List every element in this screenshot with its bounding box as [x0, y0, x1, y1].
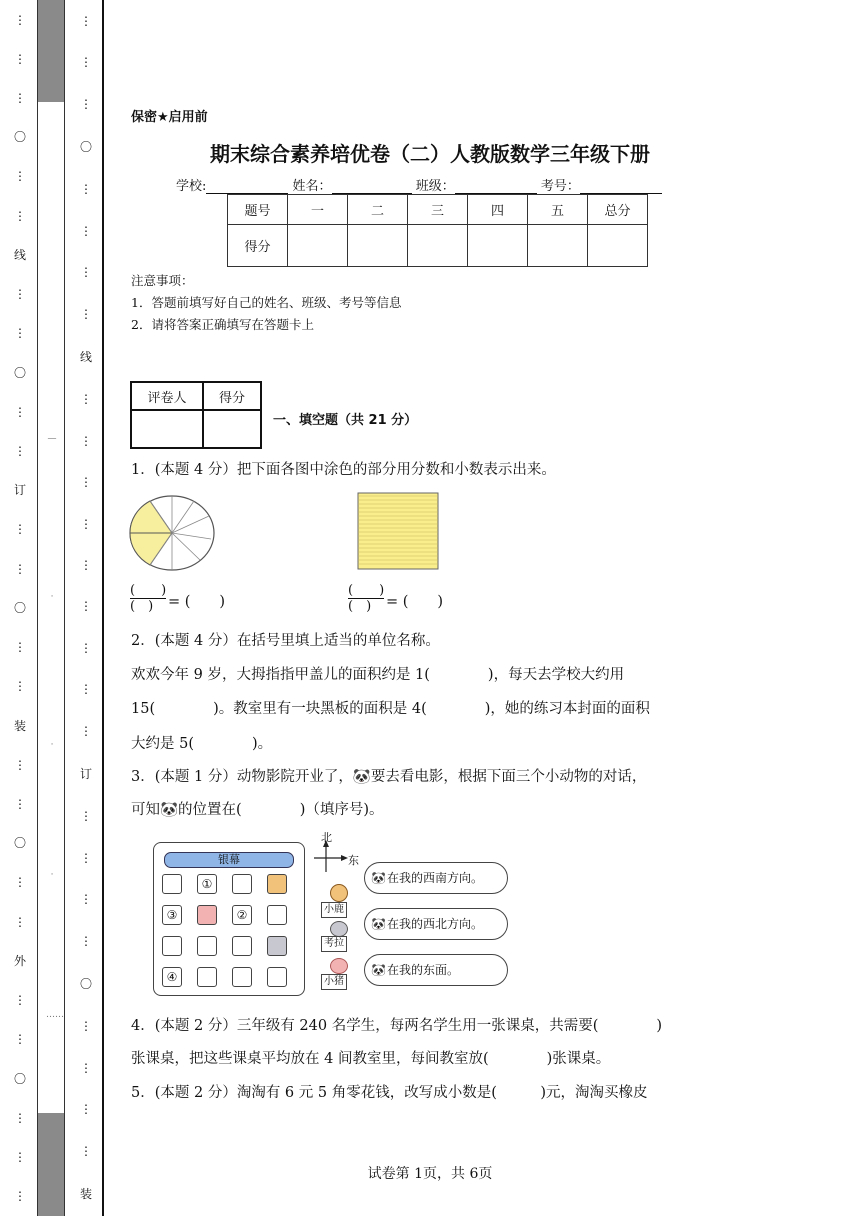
- question-5: 5．(本题 2 分）淘淘有 6 元 5 角零花钱，改写成小数是( )元，淘淘买橡皮: [131, 1085, 648, 1101]
- q1-fraction-b[interactable]: ( ) ( ): [348, 583, 385, 614]
- seat: [162, 874, 182, 894]
- score-table: [227, 194, 648, 267]
- rect-figure: [357, 492, 439, 570]
- animal-label: 考拉: [321, 936, 347, 952]
- margin-mark: ·: [50, 592, 54, 602]
- secret-label: 保密★启用前: [131, 110, 208, 125]
- outer-marker: 装: [14, 718, 27, 733]
- pie-figure: [128, 494, 216, 572]
- screen-label: 银幕: [164, 852, 294, 868]
- score-cell[interactable]: [528, 225, 588, 267]
- seat: [232, 874, 252, 894]
- seat: [267, 967, 287, 987]
- north-label: 北: [321, 831, 332, 844]
- inner-dot-column: ⋮ ⋮ ⋮ 〇 ⋮ ⋮ ⋮ ⋮ 线 ⋮ ⋮ ⋮ ⋮ ⋮ ⋮ ⋮ ⋮ ⋮ 订 ⋮ ⋮ ⋮ ⋮ 〇 ⋮ ⋮ ⋮ ⋮ 装: [79, 13, 92, 1202]
- grader-score: 得分: [203, 382, 261, 410]
- east-label: 东: [348, 854, 359, 867]
- seat: ②: [232, 905, 252, 925]
- grader-cell[interactable]: [131, 410, 203, 448]
- question-3-text: 可知🐼的位置在( )（填序号)。: [131, 802, 384, 818]
- speech-bubble: 🐼 在我的西南方向。: [364, 862, 508, 894]
- margin-mark: —: [47, 434, 57, 444]
- notes: [131, 270, 401, 336]
- inner-marker: 线: [79, 349, 92, 364]
- exam-no-label: 考号：: [540, 179, 580, 194]
- score-cell[interactable]: [408, 225, 468, 267]
- score-col: 一: [288, 195, 348, 225]
- class-field[interactable]: [455, 179, 537, 194]
- margin-line: [64, 0, 65, 1216]
- question-2-text: 大约是 5( )。: [131, 736, 273, 752]
- margin-line: [102, 0, 104, 1216]
- margin-line: [37, 0, 38, 1216]
- margin-mark: ·: [50, 870, 54, 880]
- outer-marker: 〇: [14, 600, 27, 615]
- score-col: 三: [408, 195, 468, 225]
- outer-dot-column: ⋮ ⋮ ⋮ 〇 ⋮ ⋮ 线 ⋮ ⋮ 〇 ⋮ ⋮ 订 ⋮ ⋮ 〇 ⋮ ⋮ 装 ⋮ ⋮ 〇 ⋮ ⋮ 外 ⋮ ⋮ 〇 ⋮ ⋮ ⋮: [14, 12, 27, 1204]
- score-col: 总分: [588, 195, 648, 225]
- grader-cell[interactable]: [203, 410, 261, 448]
- outer-marker: 外: [14, 953, 27, 968]
- question-2: 2．(本题 4 分）在括号里填上适当的单位名称。: [131, 633, 440, 649]
- score-row-header: 题号: [228, 195, 288, 225]
- outer-marker: 〇: [14, 130, 27, 145]
- margin-mark: ……: [46, 1010, 64, 1020]
- inner-marker: 装: [79, 1187, 92, 1202]
- question-4-text: 张课桌，把这些课桌平均放在 4 间教室里，每间教室放( )张课桌。: [131, 1051, 611, 1067]
- speech-bubble: 🐼 在我的西北方向。: [364, 908, 508, 940]
- seat: [162, 936, 182, 956]
- score-col: 二: [348, 195, 408, 225]
- exam-no-field[interactable]: [580, 179, 662, 194]
- score-col: 五: [528, 195, 588, 225]
- outer-marker: 订: [14, 483, 27, 498]
- q1-decimal-a[interactable]: = ( ): [168, 594, 226, 610]
- speech-bubble: 🐼 在我的东面。: [364, 954, 508, 986]
- panda-icon: 🐼: [371, 871, 386, 885]
- margin-grey-top: [38, 0, 64, 102]
- name-label: 姓名：: [292, 179, 332, 194]
- inner-marker: 〇: [79, 139, 92, 154]
- question-3: 3．(本题 1 分）动物影院开业了，🐼要去看电影，根据下面三个小动物的对话，: [131, 769, 647, 785]
- notes-title: 注意事项：: [131, 273, 194, 288]
- inner-marker: 订: [79, 767, 92, 782]
- outer-marker: 线: [14, 247, 27, 262]
- deer-icon: [330, 884, 348, 902]
- grader-table: [130, 381, 262, 449]
- q1-decimal-b[interactable]: = ( ): [386, 594, 444, 610]
- seat: ④: [162, 967, 182, 987]
- score-cell[interactable]: [288, 225, 348, 267]
- page-footer: 试卷第 1页，共 6页: [367, 1166, 493, 1182]
- seat-koala: [267, 936, 287, 956]
- question-1: 1．(本题 4 分）把下面各图中涂色的部分用分数和小数表示出来。: [131, 462, 556, 478]
- koala-icon: [330, 921, 348, 937]
- class-label: 班级：: [415, 179, 455, 194]
- note-item: 2．请将答案正确填写在答题卡上: [131, 317, 314, 332]
- score-cell[interactable]: [348, 225, 408, 267]
- panda-icon: 🐼: [371, 917, 386, 931]
- score-cell[interactable]: [468, 225, 528, 267]
- pig-icon: [330, 958, 348, 974]
- animal-label: 小鹿: [321, 902, 347, 918]
- question-2-text: 欢欢今年 9 岁，大拇指指甲盖儿的面积约是 1( )，每天去学校大约用: [131, 667, 625, 683]
- panda-icon: 🐼: [371, 963, 386, 977]
- seat: [197, 967, 217, 987]
- note-item: 1．答题前填写好自己的姓名、班级、考号等信息: [131, 295, 402, 310]
- inner-marker: 〇: [79, 977, 92, 992]
- score-label: 得分: [228, 225, 288, 267]
- seat-deer: [267, 874, 287, 894]
- score-cell[interactable]: [588, 225, 648, 267]
- seat: [232, 967, 252, 987]
- name-field[interactable]: [332, 179, 412, 194]
- score-col: 四: [468, 195, 528, 225]
- question-4: 4．(本题 2 分）三年级有 240 名学生，每两名学生用一张课桌，共需要( ): [131, 1018, 663, 1034]
- outer-marker: 〇: [14, 1071, 27, 1086]
- q1-fraction-a[interactable]: ( ) ( ): [130, 583, 167, 614]
- grader-reviewer: 评卷人: [131, 382, 203, 410]
- seat: ①: [197, 874, 217, 894]
- school-field[interactable]: [206, 179, 288, 194]
- question-2-text: 15( )。教室里有一块黑板的面积是 4( )，她的练习本封面的面积: [131, 701, 650, 717]
- margin-mark: ·: [50, 740, 54, 750]
- seat: [267, 905, 287, 925]
- info-line: [176, 175, 662, 194]
- section-title: 一、填空题（共 21 分）: [273, 413, 418, 428]
- seat: [232, 936, 252, 956]
- animal-label: 小猪: [321, 974, 347, 990]
- outer-marker: 〇: [14, 365, 27, 380]
- seat: ③: [162, 905, 182, 925]
- seat: [197, 936, 217, 956]
- seat-pig: [197, 905, 217, 925]
- page-title: 期末综合素养培优卷（二）人教版数学三年级下册: [210, 142, 650, 166]
- outer-marker: 〇: [14, 836, 27, 851]
- school-label: 学校:: [176, 179, 207, 194]
